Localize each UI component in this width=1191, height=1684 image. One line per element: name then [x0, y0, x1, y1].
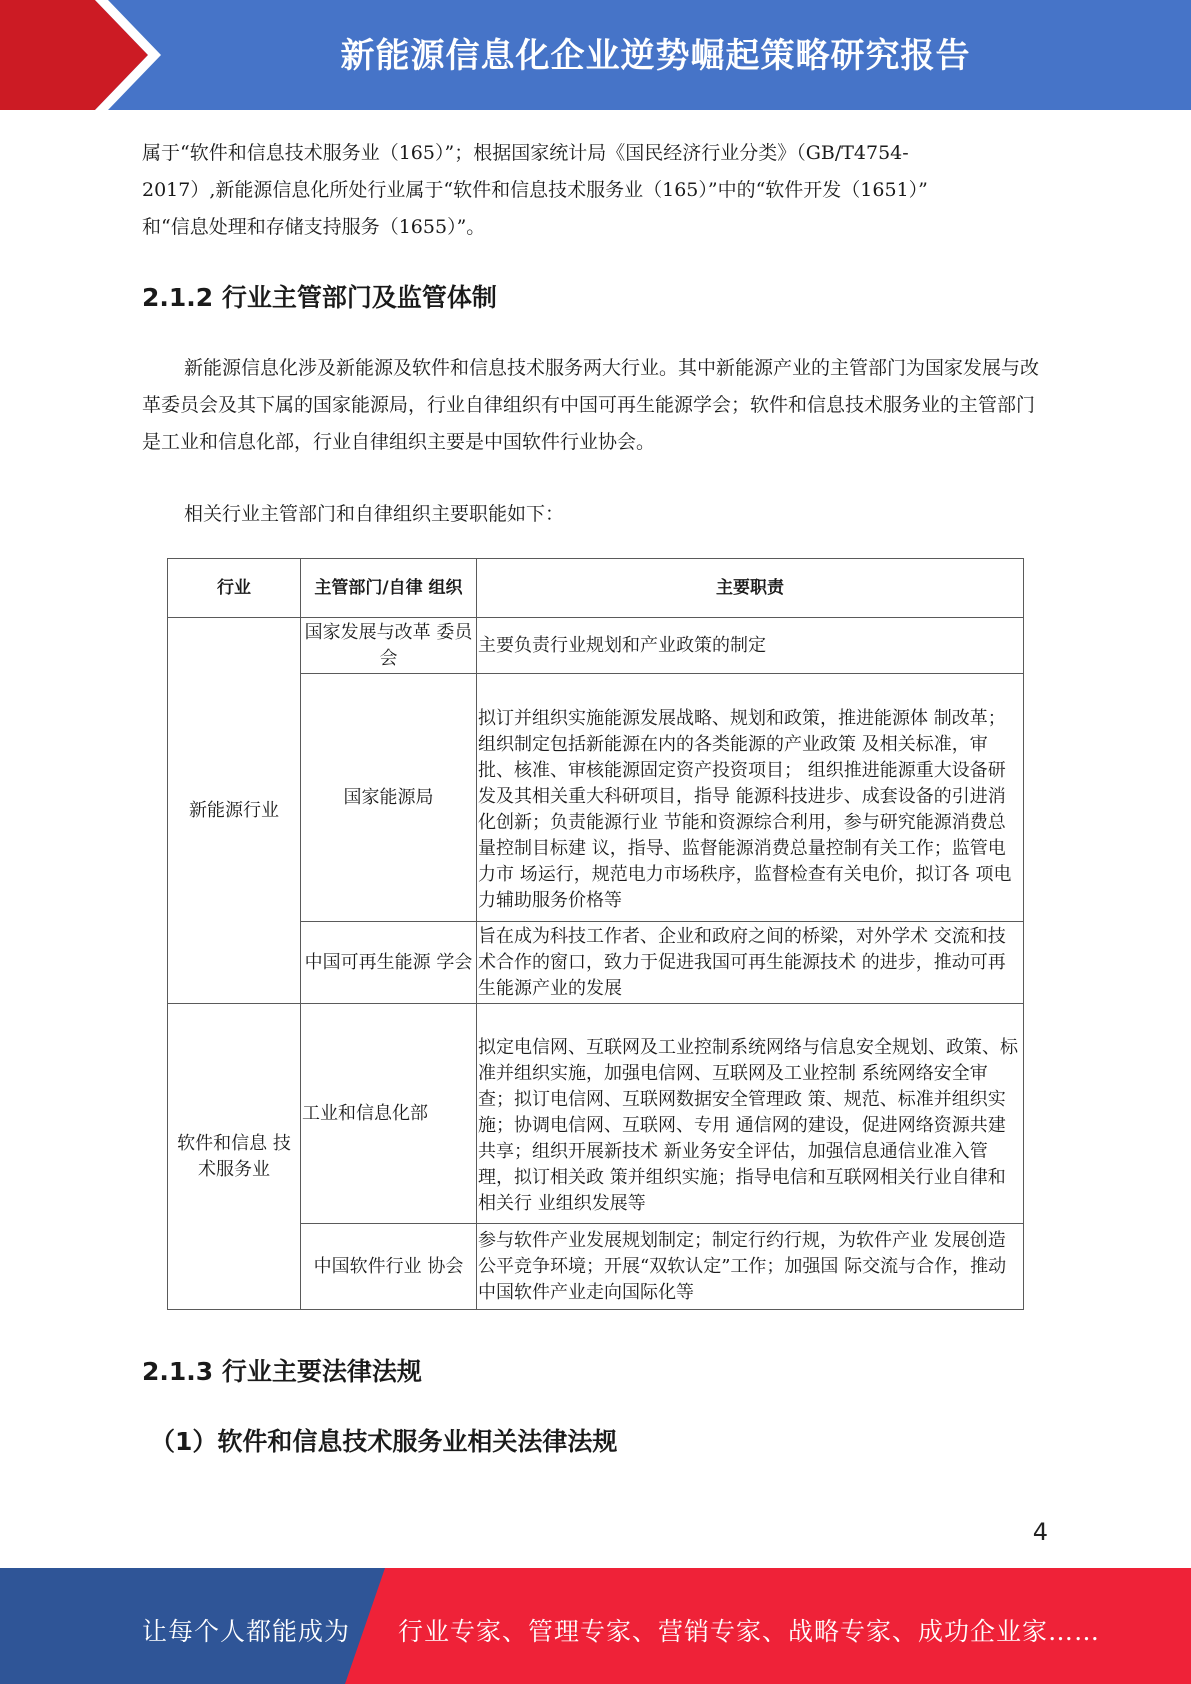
page-number: 4 — [1032, 1518, 1048, 1546]
duty-cell: 参与软件产业发展规划制定；制定行约行规，为软件产业 发展创造公平竞争环境；开展“双软认定”工作；加强国 际交流与合作，推动中国软件产业走向国际化等 — [477, 1224, 1024, 1310]
section-paragraph — [142, 350, 1052, 461]
intro-text — [142, 135, 1052, 246]
industry-cell: 新能源行业 — [168, 618, 301, 1004]
department-cell: 中国可再生能源 学会 — [301, 922, 477, 1004]
intro-line: 2017）,新能源信息化所处行业属于“软件和信息技术服务业（165）”中的“软件开发（1651）” — [142, 179, 928, 201]
duty-cell: 拟订并组织实施能源发展战略、规划和政策，推进能源体 制改革；组织制定包括新能源在内的各类能源的产业政策 及相关标准，审批、核准、审核能源固定资产投资项目； 组织推进能源重大设备研发及其相关重大科研项目，指导 能源科技进步、成套设备的引进消化创新；负责能源行业 节能和资源综合利用，参与研究能源消费总量控制目标建 议，指导、监督能源消费总量控制有关工作；监管电力市 场运行，规范电力市场秩序，监督检查有关电价，拟订各 项电力辅助服务价格等 — [477, 674, 1024, 922]
table-intro — [142, 496, 1052, 533]
header-department: 主管部门/自律 组织 — [301, 559, 477, 618]
intro-line: 和“信息处理和存储支持服务（1655）”。 — [142, 216, 486, 238]
table-intro-text: 相关行业主管部门和自律组织主要职能如下： — [184, 503, 565, 525]
page-footer — [0, 1568, 1191, 1684]
regulation-paragraph: 新能源信息化涉及新能源及软件和信息技术服务两大行业。其中新能源产业的主管部门为国家发展与改革委员会及其下属的国家能源局，行业自律组织有中国可再生能源学会；软件和信息技术服务业的主管部门是工业和信息化部，行业自律组织主要是中国软件行业协会。 — [142, 357, 1040, 453]
table-row — [168, 1004, 1024, 1224]
section-heading-2-1-2: 2.1.2 行业主管部门及监管体制 — [142, 283, 497, 312]
intro-line: 属于“软件和信息技术服务业（165）”；根据国家统计局《国民经济行业分类》（GB/T4754- — [142, 142, 909, 164]
industry-cell: 软件和信息 技术服务业 — [168, 1004, 301, 1310]
footer-slogan-right: 行业专家、管理专家、营销专家、战略专家、成功企业家…… — [398, 1617, 1101, 1646]
footer-slogan-left: 让每个人都能成为 — [142, 1617, 351, 1646]
report-title: 新能源信息化企业逆势崛起策略研究报告 — [340, 36, 971, 76]
department-cell: 中国软件行业 协会 — [301, 1224, 477, 1310]
duty-cell: 旨在成为科技工作者、企业和政府之间的桥梁，对外学术 交流和技术合作的窗口，致力于促进我国可再生能源技术 的进步，推动可再生能源产业的发展 — [477, 922, 1024, 1004]
page-header — [0, 0, 1191, 110]
table-header-row — [168, 559, 1024, 618]
duty-cell: 主要负责行业规划和产业政策的制定 — [477, 618, 1024, 674]
header-duties: 主要职责 — [477, 559, 1024, 618]
subsection-heading: （1）软件和信息技术服务业相关法律法规 — [150, 1427, 618, 1456]
department-cell: 国家能源局 — [301, 674, 477, 922]
duty-cell: 拟定电信网、互联网及工业控制系统网络与信息安全规划、政策、标准并组织实施，加强电信网、互联网及工业控制 系统网络安全审查；拟订电信网、互联网数据安全管理政 策、规范、标准并组织实施；协调电信网、互联网、专用 通信网的建设，促进网络资源共建共享；组织开展新技术 新业务安全评估，加强信息通信业准入管理，拟订相关政 策并组织实施；指导电信和互联网相关行业自律和相关行 业组织发展等 — [477, 1004, 1024, 1224]
section-heading-2-1-3: 2.1.3 行业主要法律法规 — [142, 1357, 422, 1386]
department-cell: 国家发展与改革 委员会 — [301, 618, 477, 674]
table-row — [168, 618, 1024, 674]
regulators-table — [167, 558, 1024, 1310]
header-industry: 行业 — [168, 559, 301, 618]
department-cell: 工业和信息化部 — [301, 1004, 477, 1224]
